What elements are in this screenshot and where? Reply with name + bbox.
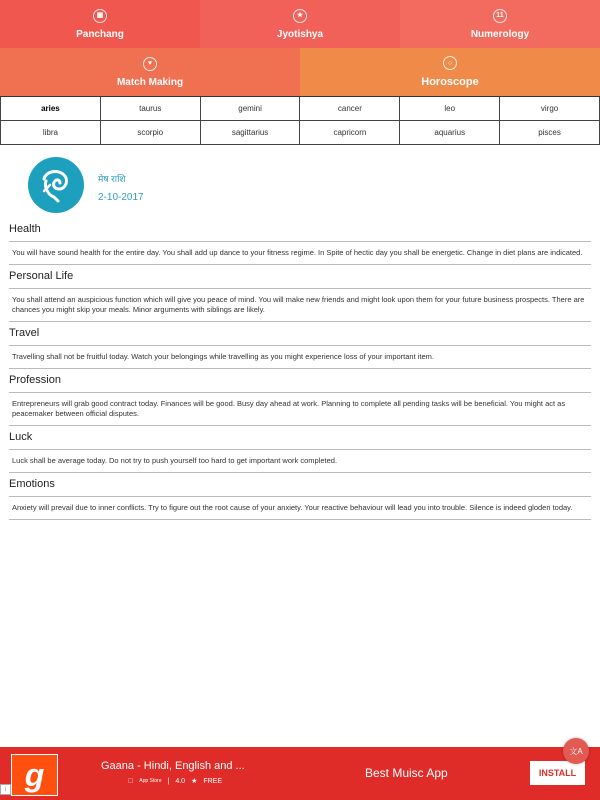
- section-title: Travel: [9, 322, 591, 346]
- ad-price: FREE: [198, 777, 217, 785]
- sign-virgo[interactable]: virgo: [500, 97, 600, 121]
- section-travel: [9, 322, 591, 369]
- section-body: Luck shall be average today. Do not try to push yourself too hard to get important work completed.: [9, 450, 591, 473]
- section-title: Profession: [9, 369, 591, 393]
- tab-horoscope[interactable]: [300, 48, 600, 96]
- sign-scorpio[interactable]: scorpio: [101, 121, 201, 145]
- tab-numerology[interactable]: [400, 0, 600, 48]
- zodiac-name: मेष राशि: [98, 174, 126, 184]
- section-title: Health: [9, 218, 591, 242]
- section-title: Emotions: [9, 473, 591, 497]
- section-title: Luck: [9, 426, 591, 450]
- aries-zodiac-icon: [28, 157, 84, 213]
- ad-store: App Store: [134, 778, 157, 784]
- sign-cancer[interactable]: cancer: [300, 97, 400, 121]
- apple-icon: [128, 778, 133, 785]
- sign-capricorn[interactable]: capricorn: [300, 121, 400, 145]
- install-button[interactable]: INSTALL: [530, 761, 585, 785]
- section-health: [9, 218, 591, 265]
- translate-icon[interactable]: 文A: [563, 738, 589, 764]
- ad-meta: [128, 777, 222, 785]
- horoscope-sections: [9, 218, 591, 520]
- tab-label: Numerology: [470, 28, 530, 40]
- sign-gemini[interactable]: gemini: [201, 97, 301, 121]
- tab-label: Panchang: [76, 28, 124, 40]
- zodiac-sign-grid: [0, 96, 600, 145]
- section-body: Anxiety will prevail due to inner conflicts. Try to figure out the root cause of your anxiety. Your reactive behaviour will lead you into trouble. Silence is indeed gloden today.: [9, 497, 591, 520]
- ad-banner[interactable]: [0, 747, 600, 800]
- horoscope-date: 2-10-2017: [98, 192, 144, 203]
- section-emotions: [9, 473, 591, 520]
- section-body: Entrepreneurs will grab good contract today. Finances will be good. Busy day ahead at work. Planning to complete all pending tasks will be beneficial. You might act as peacemaker between official disputes.: [9, 393, 591, 426]
- bottom-tab-row: [0, 48, 600, 96]
- section-personal-life: [9, 265, 591, 322]
- heart-icon: ♥: [143, 57, 157, 71]
- ad-tagline: Best Muisc App: [365, 766, 448, 780]
- top-tab-row: [0, 0, 600, 48]
- star-icon: ★: [185, 778, 193, 785]
- sign-aquarius[interactable]: aquarius: [400, 121, 500, 145]
- calendar-icon: ▦: [93, 9, 107, 23]
- gaana-logo[interactable]: g: [11, 754, 58, 796]
- section-body: Travelling shall not be fruitful today. Watch your belongings while travelling as you might experience loss of your important item.: [9, 346, 591, 369]
- section-body: You will have sound health for the entire day. You shall add up dance to your fitness regime. In Spite of hectic day you shall be energetic. Change in diet plans are indicated.: [9, 242, 591, 265]
- tab-panchang[interactable]: [0, 0, 200, 48]
- ad-info-icon[interactable]: i: [0, 784, 11, 795]
- sign-taurus[interactable]: taurus: [101, 97, 201, 121]
- section-profession: [9, 369, 591, 426]
- ad-rating: 4.0: [170, 777, 180, 785]
- sign-libra[interactable]: libra: [1, 121, 101, 145]
- tab-label: Horoscope: [421, 76, 479, 88]
- ad-title[interactable]: Gaana - Hindi, English and ...: [101, 760, 245, 772]
- tab-match-making[interactable]: [0, 48, 300, 96]
- section-luck: [9, 426, 591, 473]
- circle-icon: ○: [443, 56, 457, 70]
- tab-label: Jyotishya: [276, 28, 324, 40]
- sign-leo[interactable]: leo: [400, 97, 500, 121]
- tab-label: Match Making: [116, 76, 184, 88]
- star-icon: ★: [293, 9, 307, 23]
- section-body: You shall attend an auspicious function which will give you peace of mind. You will make new friends and might look upon them for your future business prospects. There are chances you might skip your meals. Minor arguments with siblings are likely.: [9, 289, 591, 322]
- tab-jyotishya[interactable]: [200, 0, 400, 48]
- sign-aries[interactable]: aries: [1, 97, 101, 121]
- section-title: Personal Life: [9, 265, 591, 289]
- sign-pisces[interactable]: pisces: [500, 121, 600, 145]
- divider: |: [162, 777, 165, 785]
- sign-sagittarius[interactable]: sagittarius: [201, 121, 301, 145]
- numbers-icon: 11: [493, 9, 507, 23]
